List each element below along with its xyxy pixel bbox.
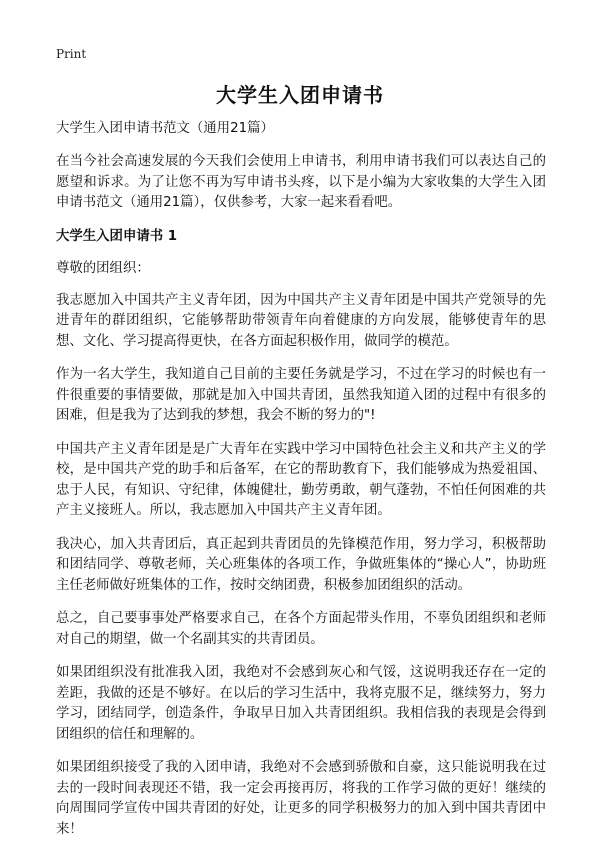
document-title: 大学生入团申请书 [216,83,384,107]
section-heading: 大学生入团申请书 1 [56,228,178,244]
document-body [56,119,546,853]
print-link[interactable]: Print [56,47,87,61]
body-paragraph: 中国共产主义青年团是是广大青年在实践中学习中国特色社会主义和共产主义的学校，是中国共产党的助手和后备军，在它的帮助教育下，我们能够成为热爱祖国、忠于人民，有知识、守纪律，体魄健壮，勤劳勇敢，朝气蓬勃，不怕任何困难的共产主义接班人。所以，我志愿加入中国共产主义青年团。 [56,441,546,518]
body-paragraph: 作为一名大学生，我知道自己目前的主要任务就是学习，不过在学习的时候也有一件很重要的事情要做，那就是加入中国共青团，虽然我知道入团的过程中有很多的困难，但是我为了达到我的梦想，我会不断的努力的"! [56,367,546,423]
intro-paragraph: 在当今社会高速发展的今天我们会使用上申请书，利用申请书我们可以表达自己的愿望和诉求。为了让您不再为写申请书头疼，以下是小编为大家收集的大学生入团申请书范文（通用21篇），仅供参考，大家一起来看看吧。 [56,154,546,210]
body-paragraph: 我志愿加入中国共产主义青年团，因为中国共产主义青年团是中国共产党领导的先进青年的群团组织，它能够帮助带领青年向着健康的方向发展，能够使青年的思想、文化、学习提高得更快，在各方面起积极作用，做同学的模范。 [56,292,546,349]
body-paragraph: 如果团组织接受了我的入团申请，我绝对不会感到骄傲和自豪，这只能说明我在过去的一段时间表现还不错，我一定会再接再厉，将我的工作学习做的更好！继续的向周围同学宣传中国共青团的好处，让更多的同学积极努力的加入到中国共青团中来！ [56,760,546,837]
body-paragraph: 如果团组织没有批准我入团，我绝对不会感到灰心和气馁，这说明我还存在一定的差距，我做的还是不够好。在以后的学习生活中，我将克服不足，继续努力，努力学习，团结同学，创造条件，争取早日加入共青团组织。我相信我的表现是会得到团组织的信任和理解的。 [56,665,546,742]
body-paragraph: 总之，自己要事事处严格要求自己，在各个方面起带头作用，不辜负团组织和老师对自己的期望，做一个名副其实的共青团员。 [56,611,546,647]
document-subtitle: 大学生入团申请书范文（通用21篇） [56,121,274,136]
body-paragraph: 我决心，加入共青团后，真正起到共青团员的先锋模范作用，努力学习，积极帮助和团结同学、尊敬老师，关心班集体的各项工作，争做班集体的“操心人”，协助班主任老师做好班集体的工作，按时交纳团费，积极参加团组织的活动。 [56,536,546,593]
letter-greeting: 尊敬的团组织： [56,260,150,276]
